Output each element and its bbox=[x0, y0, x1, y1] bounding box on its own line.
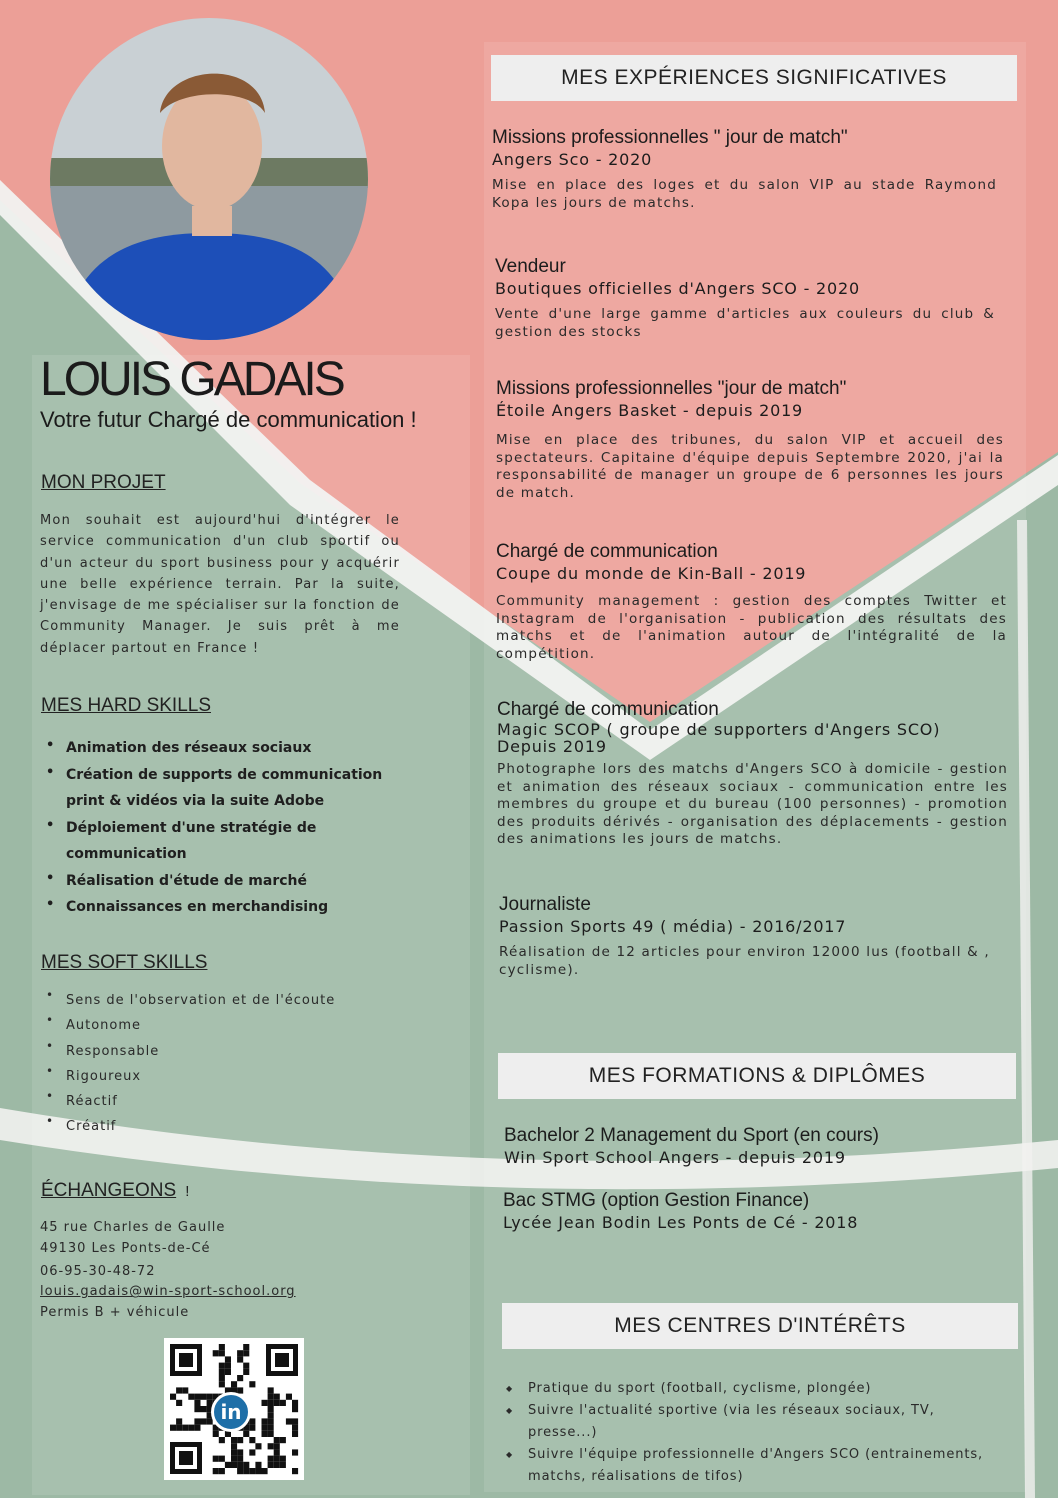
qr-module bbox=[219, 1456, 225, 1462]
project-title: MON PROJET bbox=[41, 472, 166, 493]
soft-skill-item: • Rigoureux bbox=[40, 1064, 420, 1089]
candidate-name: LOUIS GADAIS bbox=[40, 353, 343, 406]
qr-module bbox=[225, 1356, 231, 1362]
hard-skill-item: • Déploiement d'une stratégie de communication bbox=[40, 815, 410, 868]
qr-module bbox=[262, 1425, 268, 1431]
qr-module bbox=[292, 1449, 298, 1455]
experience-org: Passion Sports 49 ( média) - 2016/2017 bbox=[499, 917, 847, 936]
qr-module bbox=[249, 1418, 255, 1424]
hard-skills-title: MES HARD SKILLS bbox=[41, 695, 211, 716]
experiences-banner: MES EXPÉRIENCES SIGNIFICATIVES bbox=[491, 55, 1017, 101]
qr-module bbox=[219, 1344, 225, 1350]
qr-module bbox=[170, 1394, 176, 1400]
qr-module bbox=[231, 1381, 237, 1387]
experience-org: Boutiques officielles d'Angers SCO - 2020 bbox=[495, 279, 860, 298]
qr-module bbox=[176, 1400, 182, 1406]
soft-skill-item: • Responsable bbox=[40, 1039, 420, 1064]
qr-module bbox=[243, 1363, 249, 1369]
qr-module bbox=[194, 1394, 200, 1400]
qr-module bbox=[292, 1400, 298, 1406]
contact-title: ÉCHANGEONS bbox=[41, 1180, 177, 1201]
experience-desc: Vente d'une large gamme d'articles aux couleurs du club & gestion des stocks bbox=[495, 306, 995, 340]
qr-module bbox=[231, 1443, 237, 1449]
experience-item bbox=[495, 256, 995, 341]
qr-module bbox=[243, 1344, 249, 1350]
qr-module bbox=[274, 1462, 280, 1468]
hard-skill-item: • Réalisation d'étude de marché bbox=[40, 868, 410, 895]
experience-title: Vendeur bbox=[495, 256, 566, 277]
qr-module bbox=[194, 1400, 200, 1406]
qr-module bbox=[262, 1431, 268, 1437]
qr-module bbox=[237, 1356, 243, 1362]
hard-skill-item: • Connaissances en merchandising bbox=[40, 894, 410, 921]
experience-period: Depuis 2019 bbox=[497, 737, 607, 756]
qr-module bbox=[268, 1412, 274, 1418]
qr-module bbox=[274, 1456, 280, 1462]
soft-skill-item: • Réactif bbox=[40, 1089, 420, 1114]
experience-item bbox=[497, 699, 1008, 849]
soft-skill-item: • Sens de l'observation et de l'écoute bbox=[40, 988, 420, 1013]
address-line-1: 45 rue Charles de Gaulle bbox=[40, 1220, 226, 1235]
qr-module bbox=[194, 1406, 200, 1412]
qr-module bbox=[268, 1425, 274, 1431]
qr-module bbox=[237, 1437, 243, 1443]
qr-module bbox=[188, 1394, 194, 1400]
experience-desc: Mise en place des loges et du salon VIP au stade Raymond Kopa les jours de matchs. bbox=[492, 177, 997, 211]
qr-module bbox=[255, 1468, 261, 1474]
qr-module bbox=[182, 1425, 188, 1431]
experience-item bbox=[492, 127, 997, 212]
qr-module bbox=[231, 1437, 237, 1443]
qr-module bbox=[188, 1425, 194, 1431]
qr-module bbox=[249, 1425, 255, 1431]
experience-desc: Photographe lors des matchs d'Angers SCO à domicile - gestion et animation des réseaux sociaux - communication entre les membres du groupe et du bureau (100 personnes) - promotion des produits dérivés - organisation des déplacements - gestion des animations les jours de matchs. bbox=[497, 761, 1008, 847]
qr-module bbox=[274, 1437, 280, 1443]
experience-title: Missions professionnelles "jour de match" bbox=[496, 378, 847, 399]
qr-module bbox=[262, 1400, 268, 1406]
qr-module bbox=[237, 1449, 243, 1455]
qr-module bbox=[219, 1369, 225, 1375]
qr-module bbox=[292, 1431, 298, 1437]
qr-module bbox=[243, 1369, 249, 1375]
interests-list bbox=[500, 1378, 1000, 1488]
experience-org: Étoile Angers Basket - depuis 2019 bbox=[496, 401, 804, 420]
qr-module bbox=[268, 1443, 274, 1449]
experience-item bbox=[496, 541, 1007, 663]
qr-module bbox=[286, 1418, 292, 1424]
qr-module bbox=[207, 1394, 213, 1400]
qr-module bbox=[268, 1431, 274, 1437]
qr-module bbox=[213, 1431, 219, 1437]
qr-module bbox=[249, 1468, 255, 1474]
qr-module bbox=[219, 1437, 225, 1443]
soft-skills-title: MES SOFT SKILLS bbox=[41, 952, 208, 973]
qr-module bbox=[249, 1437, 255, 1443]
qr-module bbox=[274, 1400, 280, 1406]
qr-module bbox=[292, 1406, 298, 1412]
qr-module bbox=[255, 1443, 261, 1449]
experience-title: Missions professionnelles " jour de match" bbox=[492, 127, 848, 148]
qr-module bbox=[219, 1381, 225, 1387]
hard-skills-list bbox=[40, 735, 410, 921]
qr-module bbox=[219, 1375, 225, 1381]
qr-module bbox=[194, 1418, 200, 1424]
education-school: Win Sport School Angers - depuis 2019 bbox=[504, 1148, 846, 1167]
experience-title: Journaliste bbox=[499, 894, 591, 915]
qr-module bbox=[219, 1363, 225, 1369]
qr-module bbox=[225, 1462, 231, 1468]
qr-module bbox=[194, 1425, 200, 1431]
qr-module bbox=[219, 1468, 225, 1474]
qr-module bbox=[237, 1462, 243, 1468]
qr-module bbox=[243, 1468, 249, 1474]
linkedin-icon: in bbox=[211, 1392, 251, 1432]
qr-module bbox=[268, 1456, 274, 1462]
qr-module bbox=[274, 1449, 280, 1455]
qr-module bbox=[243, 1431, 249, 1437]
qr-module bbox=[237, 1456, 243, 1462]
address-line-2: 49130 Les Ponts-de-Cé bbox=[40, 1240, 211, 1256]
qr-module bbox=[201, 1406, 207, 1412]
qr-module bbox=[274, 1443, 280, 1449]
contact-heading bbox=[41, 1180, 189, 1202]
qr-module bbox=[243, 1350, 249, 1356]
contact-block bbox=[40, 1218, 340, 1324]
qr-module bbox=[286, 1394, 292, 1400]
experience-desc: Community management : gestion des comptes Twitter et Instagram de l'organisation - publication des résultats des matchs et de l'animation autour de l'intégralité de la compétition. bbox=[496, 593, 1007, 662]
qr-module bbox=[243, 1462, 249, 1468]
qr-module bbox=[262, 1468, 268, 1474]
linkedin-qr-code[interactable] bbox=[164, 1338, 304, 1480]
experience-title: Chargé de communication bbox=[496, 541, 718, 562]
qr-module bbox=[268, 1400, 274, 1406]
project-text: Mon souhait est aujourd'hui d'intégrer le service communication d'un club sportif ou d'un acteur du sport business pour y acquérir une belle expérience terrain. Par la suite, j'envisage de me spécialiser sur la fonction de Community Manager. Je suis prêt à me déplacer partout en France ! bbox=[40, 513, 400, 656]
qr-module bbox=[225, 1363, 231, 1369]
qr-module bbox=[249, 1381, 255, 1387]
education-title: Bachelor 2 Management du Sport (en cours) bbox=[504, 1125, 879, 1146]
hard-skill-item: • Création de supports de communication print & vidéos via la suite Adobe bbox=[40, 762, 410, 815]
qr-module bbox=[237, 1468, 243, 1474]
experience-desc: Mise en place des tribunes, du salon VIP et accueil des spectateurs. Capitaine d'équipe depuis Septembre 2020, j'ai la responsabilité de manager un groupe de 6 personnes les jours de match. bbox=[496, 432, 1004, 501]
education-banner: MES FORMATIONS & DIPLÔMES bbox=[498, 1053, 1016, 1099]
email-link[interactable]: louis.gadais@win-sport-school.org bbox=[40, 1284, 296, 1300]
interest-item: ◆ Pratique du sport (football, cyclisme, plongée) bbox=[500, 1378, 1000, 1400]
qr-module bbox=[268, 1462, 274, 1468]
experience-desc: Réalisation de 12 articles pour environ 12000 lus (football & , cyclisme). bbox=[499, 944, 990, 978]
qr-module bbox=[231, 1449, 237, 1455]
interest-item: ◆ Suivre l'actualité sportive (via les réseaux sociaux, TV, presse...) bbox=[500, 1400, 1000, 1444]
interests-banner: MES CENTRES D'INTÉRÊTS bbox=[502, 1303, 1018, 1349]
qr-module bbox=[225, 1369, 231, 1375]
profile-photo bbox=[50, 18, 368, 340]
qr-module bbox=[201, 1394, 207, 1400]
qr-module bbox=[213, 1468, 219, 1474]
interest-item: ◆ Suivre l'équipe professionnelle d'Angers SCO (entrainements, matchs, réalisations de tifos) bbox=[500, 1444, 1000, 1488]
experience-org: Coupe du monde de Kin-Ball - 2019 bbox=[496, 564, 807, 583]
qr-module bbox=[292, 1418, 298, 1424]
qr-module bbox=[262, 1418, 268, 1424]
qr-module bbox=[219, 1350, 225, 1356]
qr-module bbox=[280, 1400, 286, 1406]
qr-module bbox=[255, 1462, 261, 1468]
qr-module bbox=[176, 1425, 182, 1431]
experience-title: Chargé de communication bbox=[497, 699, 719, 720]
qr-module bbox=[213, 1456, 219, 1462]
education-school: Lycée Jean Bodin Les Ponts de Cé - 2018 bbox=[503, 1213, 859, 1232]
qr-module bbox=[292, 1468, 298, 1474]
qr-module bbox=[237, 1350, 243, 1356]
education-item bbox=[503, 1190, 1003, 1234]
hard-skill-item: • Animation des réseaux sociaux bbox=[40, 735, 410, 762]
qr-module bbox=[280, 1437, 286, 1443]
experience-item bbox=[499, 894, 1009, 979]
driving-license: Permis B + véhicule bbox=[40, 1305, 190, 1321]
qr-module bbox=[213, 1350, 219, 1356]
experience-org: Magic SCOP ( groupe de supporters d'Angers SCO) bbox=[497, 720, 941, 739]
education-title: Bac STMG (option Gestion Finance) bbox=[503, 1190, 810, 1211]
qr-module bbox=[182, 1387, 188, 1393]
qr-module bbox=[268, 1406, 274, 1412]
qr-module bbox=[249, 1449, 255, 1455]
contact-title-suffix: ! bbox=[185, 1183, 190, 1200]
phone-number[interactable]: 06-95-30-48-72 bbox=[40, 1263, 156, 1279]
qr-module bbox=[237, 1375, 243, 1381]
experience-item bbox=[496, 378, 1004, 502]
qr-module bbox=[268, 1387, 274, 1393]
qr-module bbox=[280, 1462, 286, 1468]
qr-module bbox=[170, 1425, 176, 1431]
qr-module bbox=[176, 1387, 182, 1393]
soft-skill-item: • Créatif bbox=[40, 1114, 420, 1139]
qr-module bbox=[231, 1456, 237, 1462]
qr-module bbox=[268, 1418, 274, 1424]
qr-module bbox=[292, 1425, 298, 1431]
qr-module bbox=[280, 1456, 286, 1462]
candidate-tagline: Votre futur Chargé de communication ! bbox=[40, 407, 417, 432]
soft-skill-item: • Autonome bbox=[40, 1013, 420, 1038]
qr-module bbox=[268, 1394, 274, 1400]
qr-module bbox=[274, 1394, 280, 1400]
education-item bbox=[504, 1125, 1004, 1169]
soft-skills-list bbox=[40, 988, 420, 1140]
qr-module bbox=[176, 1418, 182, 1424]
qr-module bbox=[201, 1418, 207, 1424]
qr-module bbox=[231, 1462, 237, 1468]
experience-org: Angers Sco - 2020 bbox=[492, 150, 653, 169]
